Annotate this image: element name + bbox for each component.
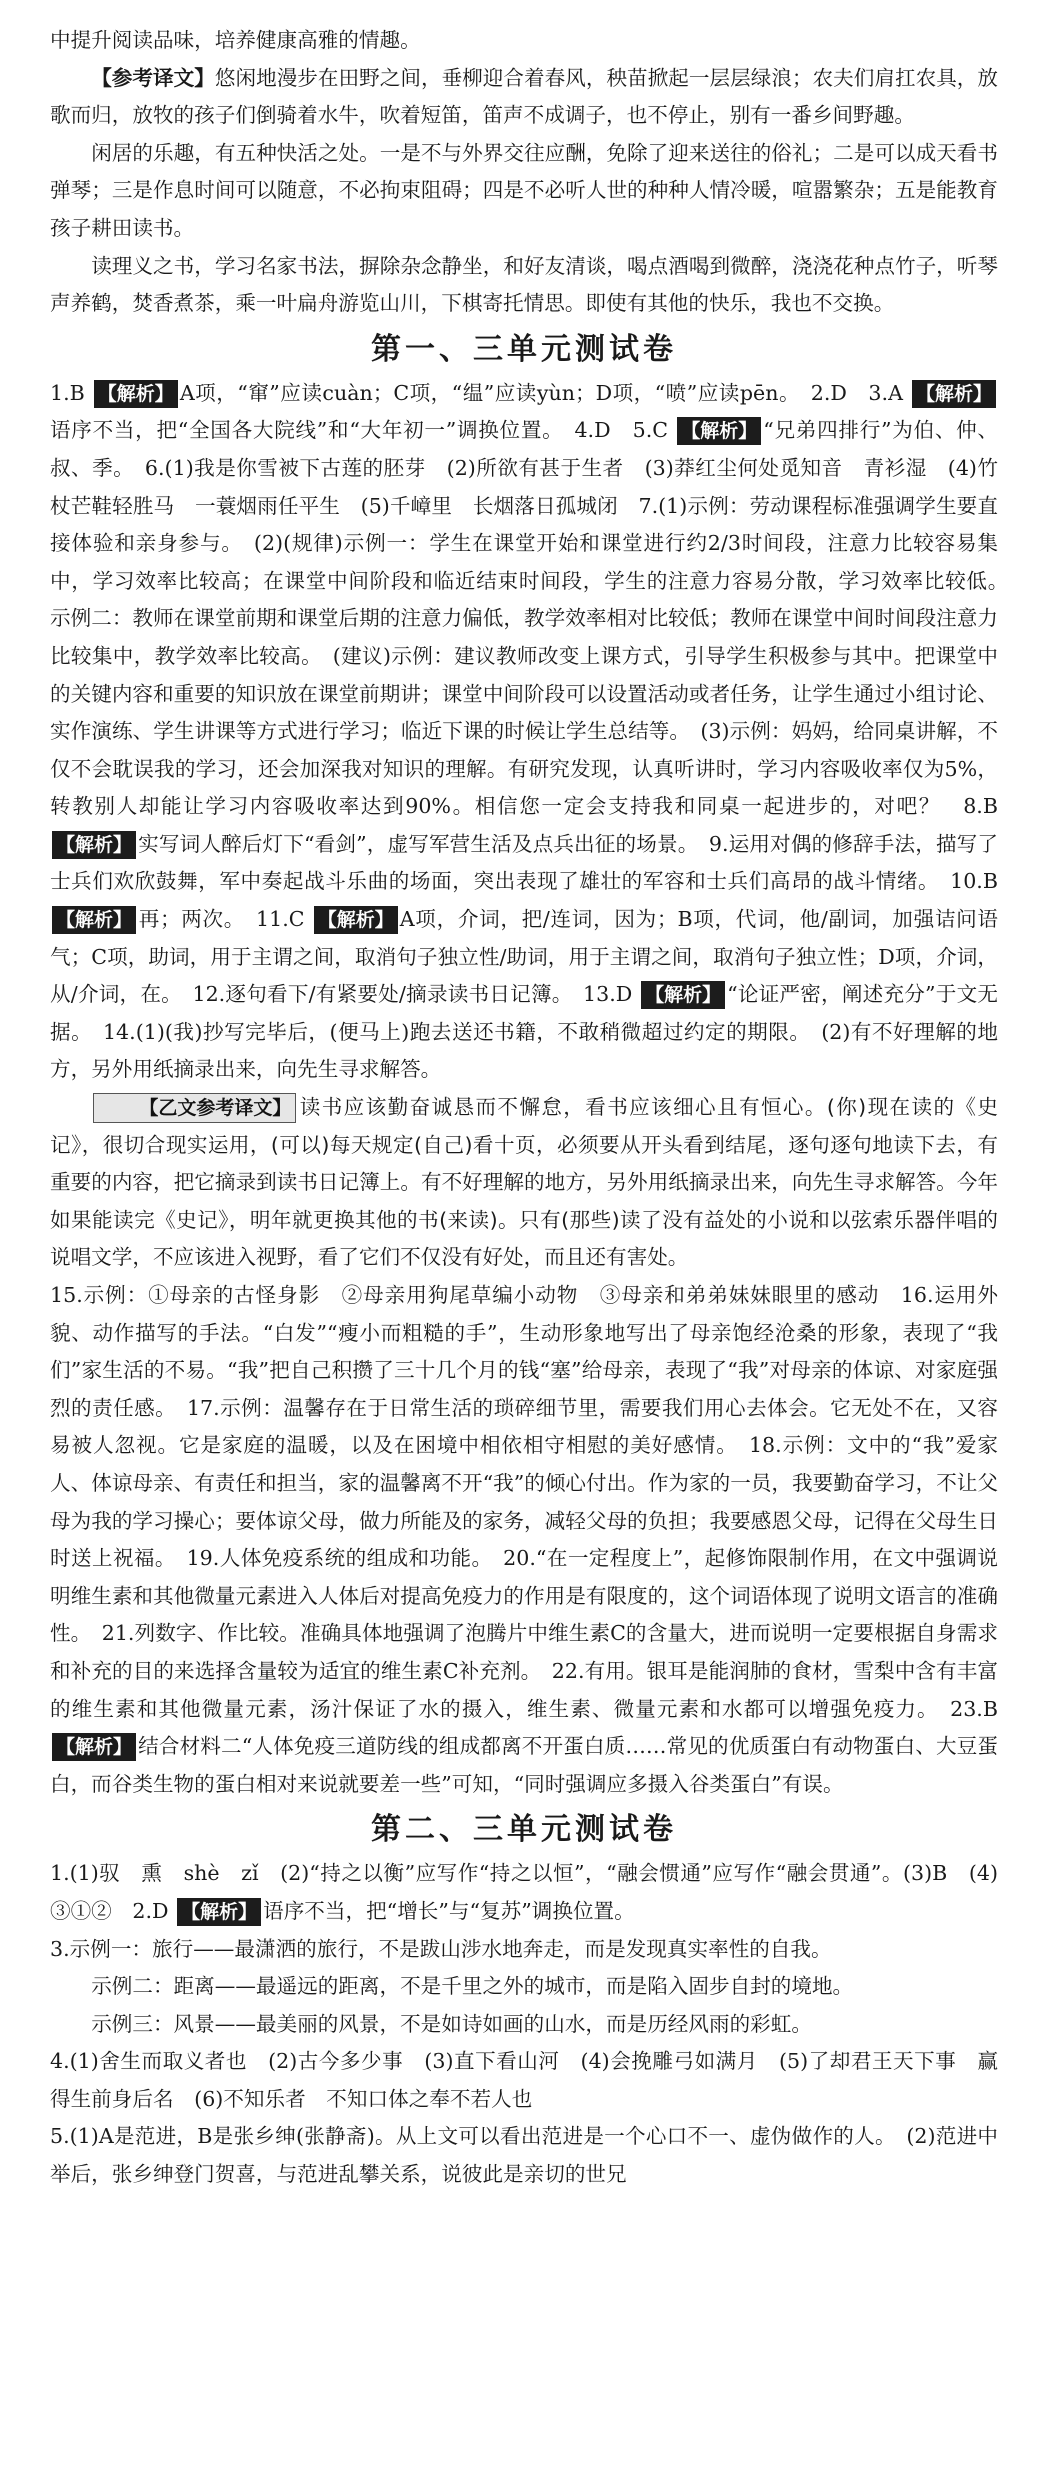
reference-tag-b: 【乙文参考译文】 [93, 1093, 296, 1123]
reference-translation [50, 60, 998, 135]
test1-answers-2 [50, 1277, 998, 1803]
analysis-tag: 【解析】 [177, 1898, 261, 1926]
test2-q5: 5.(1)A是范进，B是张乡绅(张静斋)。从上文可以看出范进是一个心口不一、虚伪做作的人。 (2)范进中举后，张乡绅登门贺喜，与范进乱攀关系，说彼此是亲切的世兄 [50, 2124, 998, 2187]
analysis-tag: 【解析】 [94, 380, 178, 408]
test2-q3-example3: 示例三：风景——最美丽的风景，不是如诗如画的山水，而是历经风雨的彩虹。 [91, 2011, 812, 2036]
test2-q1 [50, 1855, 998, 1930]
answer-text: 结合材料二“人体免疫三道防线的组成都离不开蛋白质……常见的优质蛋白有动物蛋白、大豆蛋白，而谷类生物的蛋白相对来说就要差一些”可知，“同时强调应多摄入谷类蛋白”有误。 [50, 1734, 998, 1796]
intro-line: 中提升阅读品味，培养健康高雅的情趣。 [50, 28, 421, 52]
analysis-tag: 【解析】 [641, 981, 725, 1009]
answer-text: 1.B [50, 380, 92, 405]
analysis-tag: 【解析】 [52, 1733, 136, 1761]
test2-q4: 4.(1)舍生而取义者也 (2)古今多少事 (3)直下看山河 (4)会挽雕弓如满月 (5)了却君王天下事 赢得生前身后名 (6)不知乐者 不知口体之奉不若人也 [50, 2049, 998, 2111]
answer-text: 实写词人醉后灯下“看剑”，虚写军营生活及点兵出征的场景。 9.运用对偶的修辞手法，描写了士兵们欢欣鼓舞，军中奏起战斗乐曲的场面，突出表现了雄壮的军容和士兵们高昂的战斗情绪。 10.B [50, 831, 998, 894]
answer-text: “兄弟四排行”为伯、仲、叔、季。 6.(1)我是你雪被下古莲的胚芽 (2)所欲有甚于生者 (3)莽红尘何处觅知音 青衫湿 (4)竹杖芒鞋轻胜马 一蓑烟雨任平生 (5)千嶂里 长烟落日孤城闭 7.(1)示例：劳动课程标准强调学生要直接体验和亲身参与。 (2)(规律)示例一：学生在课堂开始和课堂进行约2/3时间段，注意力比较容易集中，学习效率比较高；在课堂中间阶段和临近结束时间段，学生的注意力容易分散，学习效率比较低。 示例二：教师在课堂前期和课堂后期的注意力偏低，教学效率相对比较低；教师在课堂中间时间段注意力比较集中，教学效率比较高。 (建议)示例：建议教师改变上课方式，引导学生积极参与其中。把课堂中的关键内容和重要的知识放在课堂前期讲；课堂中间阶段可以设置活动或者任务，让学生通过小组讨论、实作演练、学生讲课等方式进行学习；临近下课的时候让学生总结等。 (3)示例：妈妈，给同桌讲解，不仅不会耽误我的学习，还会加深我对知识的理解。有研究发现，认真听讲时，学习内容吸收率仅为5%，转教别人却能让学习内容吸收率达到90%。相信您一定会支持我和同桌一起进步的，对吧？ 8.B [50, 418, 1019, 819]
answer-text: 15.示例：①母亲的古怪身影 ②母亲用狗尾草编小动物 ③母亲和弟弟妹妹眼里的感动 16.运用外貌、动作描写的手法。“白发”“瘦小而粗糙的手”，生动形象地写出了母亲饱经沧桑的形象，表现了“我们”家生活的不易。“我”把自己积攒了三十几个月的钱“塞”给母亲，表现了“我”对母亲的体谅、对家庭强烈的责任感。 17.示例：温馨存在于日常生活的琐碎细节里，需要我们用心去体会。它无处不在，又容易被人忽视。它是家庭的温暖，以及在困境中相依相守相慰的美好感情。 18.示例：文中的“我”爱家人、体谅母亲、有责任和担当，家的温馨离不开“我”的倾心付出。作为家的一员，我要勤奋学习，不让父母为我的学习操心；要体谅父母，做力所能及的家务，减轻父母的负担；我要感恩父母，记得在父母生日时送上祝福。 19.人体免疫系统的组成和功能。 20.“在一定程度上”，起修饰限制作用，在文中强调说明维生素和其他微量元素进入人体后对提高免疫力的作用是有限度的，这个词语体现了说明文语言的准确性。 21.列数字、作比较。准确具体地强调了泡腾片中维生素C的含量大，进而说明一定要根据自身需求和补充的目的来选择含量较为适宜的维生素C补充剂。 22.有用。银耳是能润肺的食材，雪梨中含有丰富的维生素和其他微量元素，汤汁保证了水的摄入，维生素、微量元素和水都可以增强免疫力。 23.B [50, 1283, 998, 1721]
analysis-tag: 【解析】 [52, 906, 136, 934]
answer-text: “论证严密，阐述充分”于文无据。 14.(1)(我)抄写完毕后，(便马上)跑去送还书籍，不敢稍微超过约定的期限。 (2)有不好理解的地方，另外用纸摘录出来，向先生寻求解答。 [50, 982, 998, 1082]
answer-text: A项，“窜”应读cuàn；C项，“缊”应读yùn；D项，“喷”应读pēn。 2.D 3.A [179, 380, 910, 405]
analysis-tag: 【解析】 [52, 831, 136, 859]
reference-text-b: 读书应该勤奋诚恳而不懈怠，看书应该细心且有恒心。(你)现在读的《史记》，很切合现实运用，(可以)每天规定(自己)看十页，必须要从开头看到结尾，逐句逐句地读下去，有重要的内容，把它摘录到读书日记簿上。有不好理解的地方，另外用纸摘录出来，向先生寻求解答。今年如果能读完《史记》，明年就更换其他的书(来读)。只有(那些)读了没有益处的小说和以弦索乐器伴唱的说唱文学，不应该进入视野，看了它们不仅没有好处，而且还有害处。 [50, 1095, 998, 1270]
answer-text: 1.(1)驭 熏 shè zǐ (2)“持之以衡”应写作“持之以恒”，“融会惯通”应写作“融会贯通”。(3)B (4)③①② 2.D [50, 1861, 998, 1923]
reference-translation-b [50, 1089, 998, 1277]
analysis-tag: 【解析】 [912, 380, 996, 408]
intro-paragraph-3: 读理义之书，学习名家书法，摒除杂念静坐，和好友清谈，喝点酒喝到微醉，浇浇花种点竹子，听琴声养鹤，焚香煮茶，乘一叶扁舟游览山川，下棋寄托情思。即使有其他的快乐，我也不交换。 [50, 253, 998, 316]
reference-tag: 【参考译文】 [91, 65, 215, 90]
section-title-test1: 第一、三单元测试卷 [371, 331, 677, 367]
test2-q3: 3.示例一：旅行——最潇洒的旅行，不是跋山涉水地奔走，而是发现真实率性的自我。 [50, 1936, 832, 1961]
answer-text: 语序不当，把“全国各大院线”和“大年初一”调换位置。 4.D 5.C [50, 418, 676, 443]
test1-answers [50, 375, 1019, 1089]
reference-text: 悠闲地漫步在田野之间，垂柳迎合着春风，秧苗掀起一层层绿浪；农夫们肩扛农具，放歌而归，放牧的孩子们倒骑着水牛，吹着短笛，笛声不成调子，也不停止，别有一番乡间野趣。 [50, 65, 999, 128]
section-title-test2: 第二、三单元测试卷 [371, 1812, 677, 1848]
intro-paragraph-2: 闲居的乐趣，有五种快活之处。一是不与外界交往应酬，免除了迎来送往的俗礼；二是可以成天看书弹琴；三是作息时间可以随意，不必拘束阻碍；四是不必听人世的种种人情冷暖，喧嚣繁杂；五是能教育孩子耕田读书。 [50, 140, 998, 240]
answer-text: 语序不当，把“增长”与“复苏”调换位置。 [263, 1898, 635, 1923]
answer-text: A项，介词，把/连词，因为；B项，代词，他/副词，加强诘问语气；C项，助词，用于主谓之间，取消句子独立性/助词，用于主谓之间，取消句子独立性；D项，介词，从/介词，在。 12.逐句看下/有紧要处/摘录读书日记簿。 13.D [50, 907, 998, 1007]
answer-text: 再；两次。 11.C [138, 907, 312, 932]
test2-q3-example2: 示例二：距离——最遥远的距离，不是千里之外的城市，而是陷入固步自封的境地。 [91, 1974, 854, 1999]
analysis-tag: 【解析】 [314, 906, 398, 934]
analysis-tag: 【解析】 [677, 417, 761, 445]
